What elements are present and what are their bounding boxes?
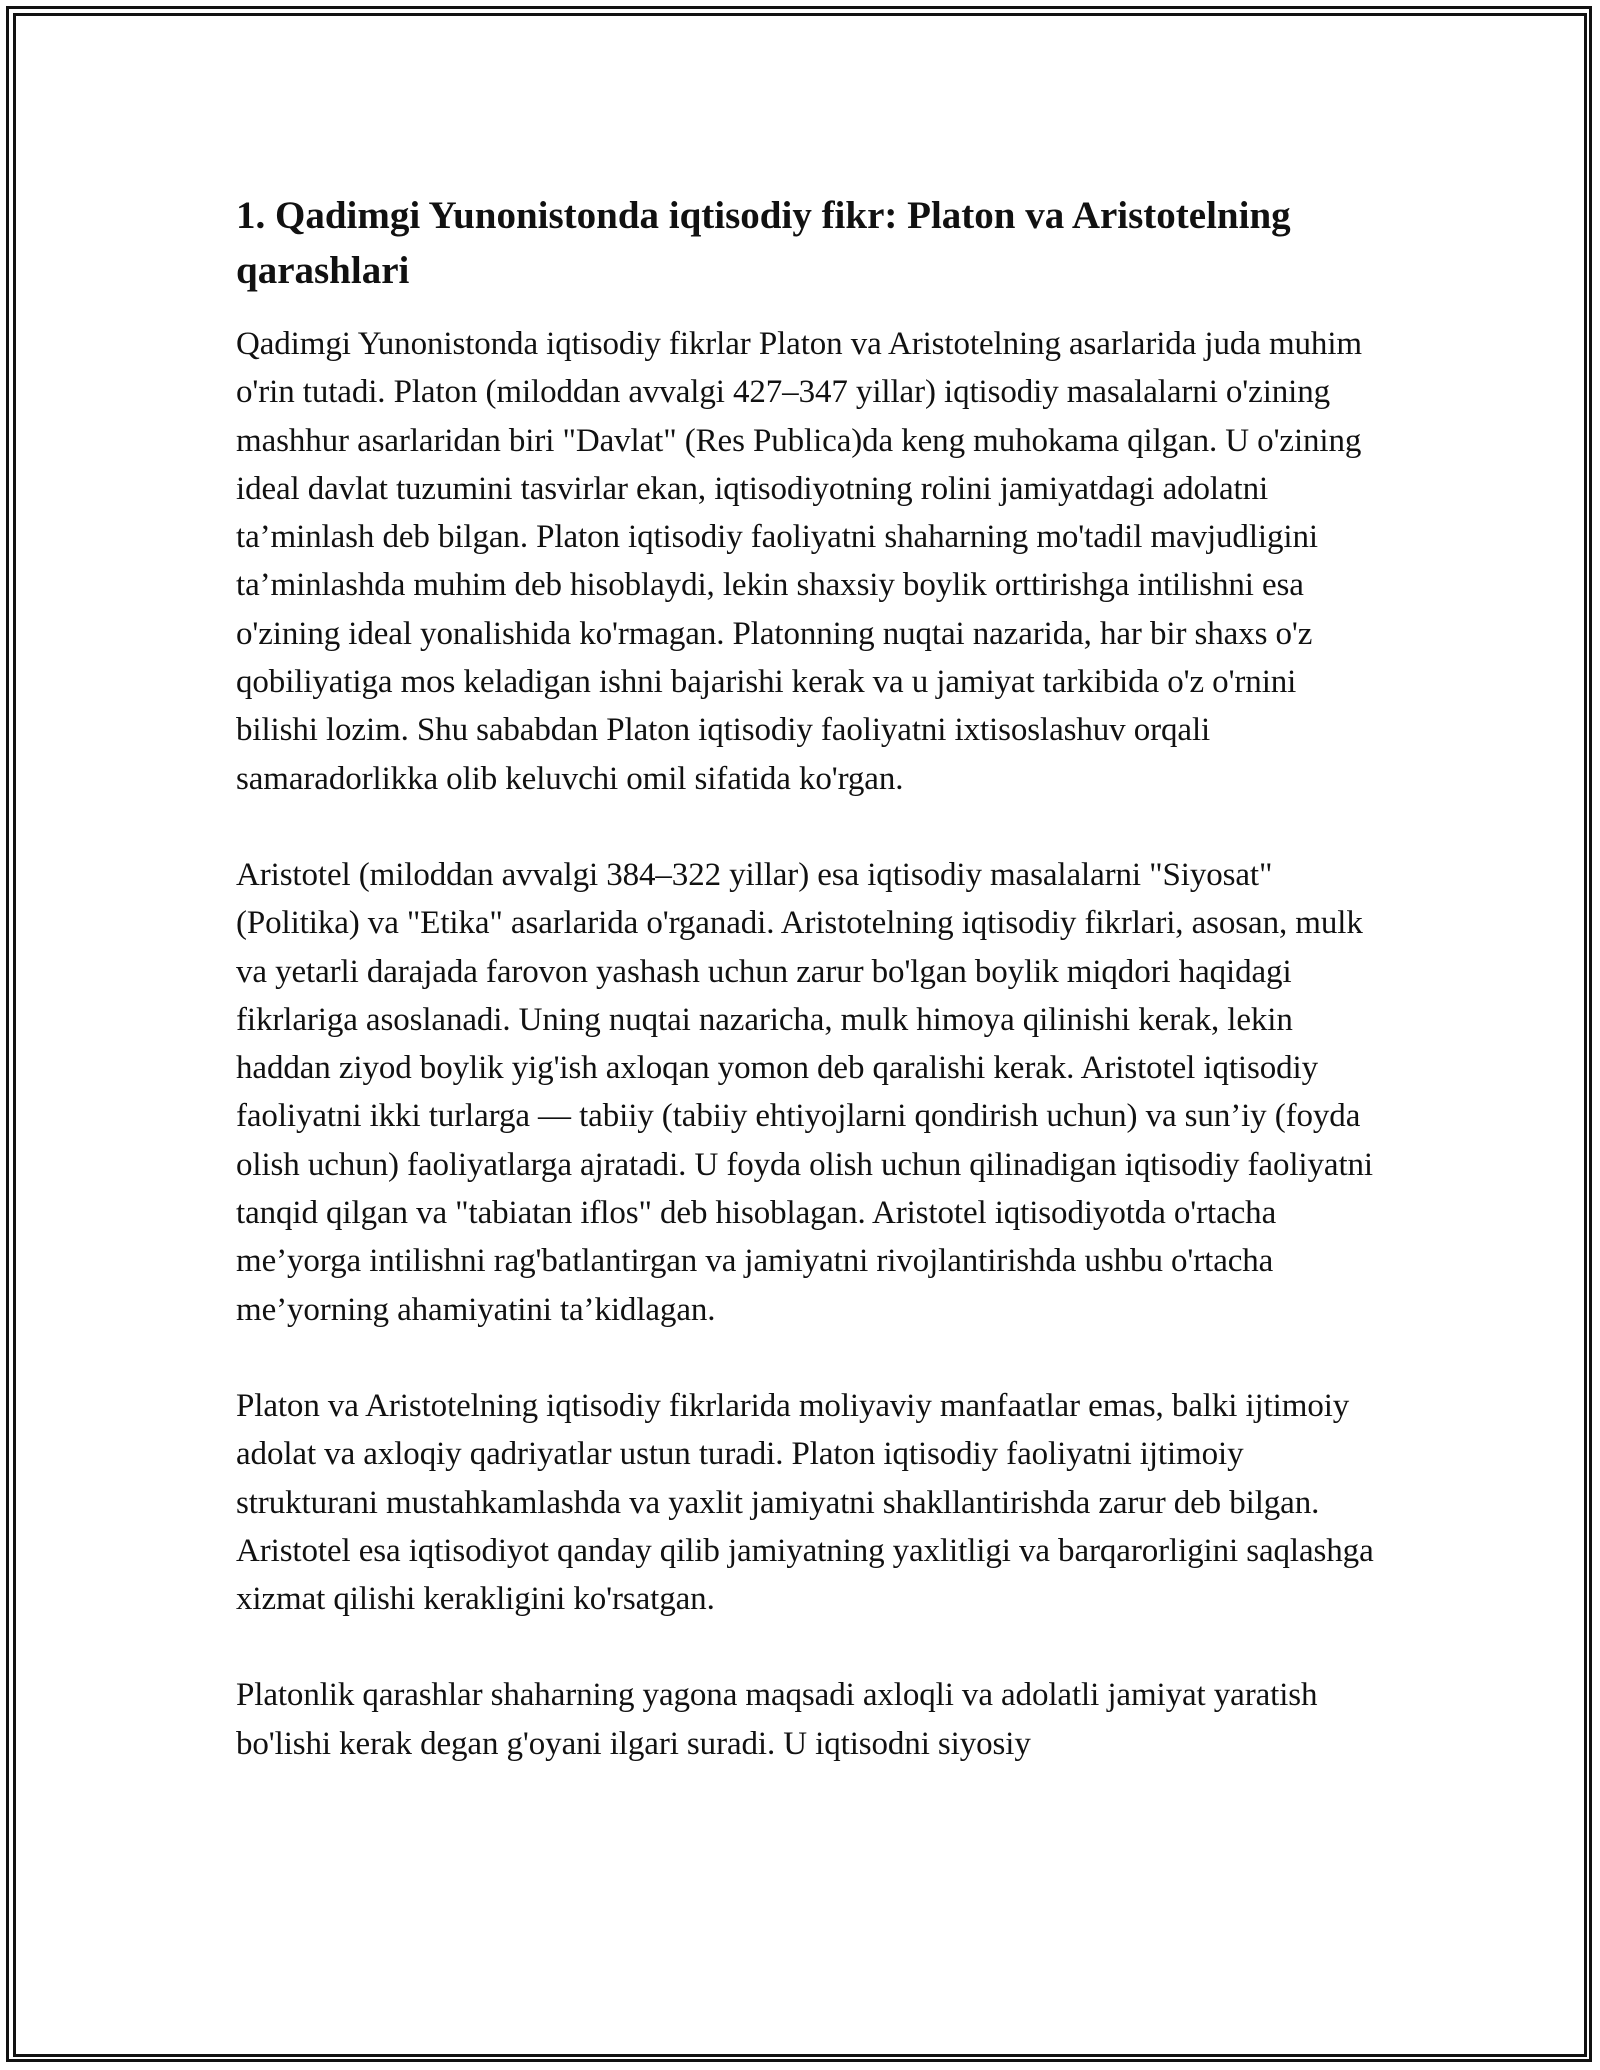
paragraph-aristotel: Aristotel (miloddan avvalgi 384–322 yillar) esa iqtisodiy masalalarni "Siyosat" (Politika) va "Etika" asarlarida o'rganadi. Aristotelning iqtisodiy fikrlari, asosan, mulk va yetarli darajada farovon yashash uchun zarur bo'lgan boylik miqdori haqidagi fikrlariga asoslanadi. Uning nuqtai nazaricha, mulk himoya qilinishi kerak, lekin haddan ziyod boylik yig'ish axloqan yomon deb qaralishi kerak. Aristotel iqtisodiy faoliyatni ikki turlarga — tabiiy (tabiiy ehtiyojlarni qondirish uchun) va sun’iy (foyda olish uchun) faoliyatlarga ajratadi. U foyda olish uchun qilinadigan iqtisodiy faoliyatni tanqid qilgan va "tabiatan iflos" deb hisoblagan. Aristotel iqtisodiyotda o'rtacha me’yorga intilishni rag'batlantirgan va jamiyatni rivojlantirishda ushbu o'rtacha me’yorning ahamiyatini ta’kidlagan. bbox=[236, 856, 1373, 1328]
document-body bbox=[236, 188, 1376, 1816]
paragraph-platonic-views: Platonlik qarashlar shaharning yagona maqsadi axloqli va adolatli jamiyat yaratish bo'lishi kerak degan g'oyani ilgari suradi. U iqtisodni siyosiy bbox=[236, 1677, 1318, 1762]
section-heading: 1. Qadimgi Yunonistonda iqtisodiy fikr: Platon va Aristotelning qarashlari bbox=[236, 194, 1291, 292]
paragraph-comparison: Platon va Aristotelning iqtisodiy fikrlarida moliyaviy manfaatlar emas, balki ijtimoiy adolat va axloqiy qadriyatlar ustun turadi. Platon iqtisodiy faoliyatni ijtimoiy strukturani mustahkamlashda va yaxlit jamiyatni shakllantirishda zarur deb bilgan. Aristotel esa iqtisodiyot qanday qilib jamiyatning yaxlitligi va barqarorligini saqlashga xizmat qilishi kerakligini ko'rsatgan. bbox=[236, 1387, 1374, 1618]
paragraph-platon: Qadimgi Yunonistonda iqtisodiy fikrlar Platon va Aristotelning asarlarida juda muhim o'rin tutadi. Platon (miloddan avvalgi 427–347 yillar) iqtisodiy masalalarni o'zining mashhur asarlaridan biri "Davlat" (Res Publica)da keng muhokama qilgan. U o'zining ideal davlat tuzumini tasvirlar ekan, iqtisodiyotning rolini jamiyatdagi adolatni ta’minlash deb bilgan. Platon iqtisodiy faoliyatni shaharning mo'tadil mavjudligini ta’minlashda muhim deb hisoblaydi, lekin shaxsiy boylik orttirishga intilishni esa o'zining ideal yonalishida ko'rmagan. Platonning nuqtai nazarida, har bir shaxs o'z qobiliyatiga mos keladigan ishni bajarishi kerak va u jamiyat tarkibida o'z o'rnini bilishi lozim. Shu sababdan Platon iqtisodiy faoliyatni ixtisoslashuv orqali samaradorlikka olib keluvchi omil sifatida ko'rgan. bbox=[236, 326, 1362, 797]
